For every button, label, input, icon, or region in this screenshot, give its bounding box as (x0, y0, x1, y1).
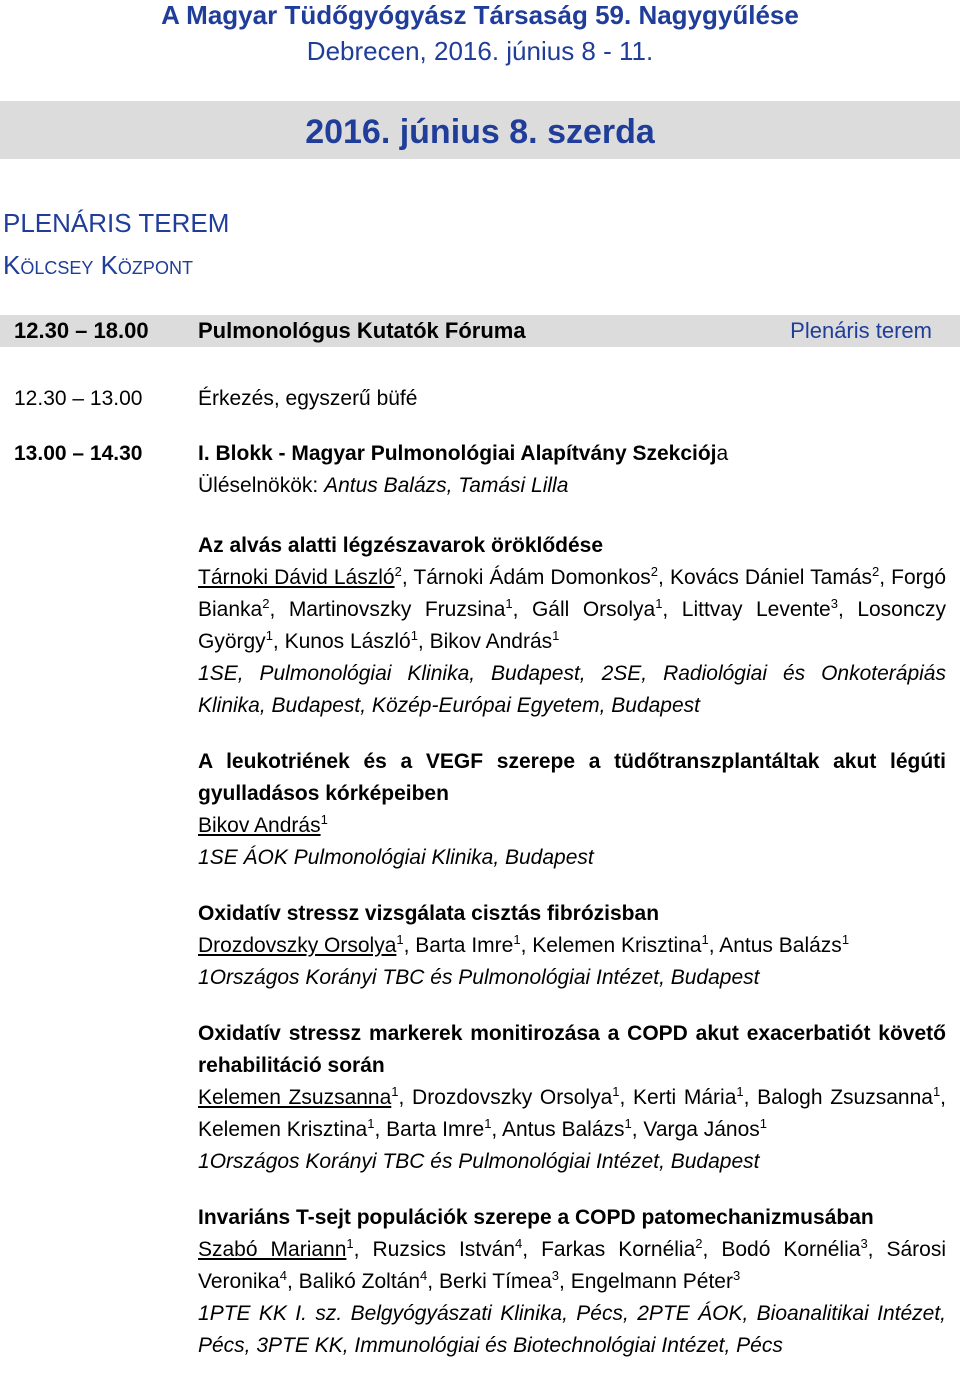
author: Varga János (643, 1118, 760, 1141)
talk-authors (198, 810, 946, 842)
talk (198, 746, 946, 874)
author: Antus Balázs (719, 934, 842, 957)
author: Bodó Kornélia (721, 1238, 861, 1261)
author: Kelemen Krisztina (198, 1118, 368, 1141)
forum-room: Plenáris terem (790, 318, 932, 343)
venue-name: Kölcsey Központ (3, 250, 193, 280)
author-affiliation-index: 1 (701, 932, 709, 947)
block-title (198, 441, 728, 467)
author: Kelemen Krisztina (532, 934, 702, 957)
author: Gáll Orsolya (531, 598, 656, 621)
conference-date: Debrecen, 2016. június 8 - 11. (306, 36, 654, 66)
talk-title: Invariáns T-sejt populációk szerepe a COPD patomechanizmusában (198, 1206, 874, 1229)
talk-affiliations (198, 842, 946, 874)
author-affiliation-index: 3 (732, 1268, 741, 1283)
author-affiliation-index: 1 (484, 1116, 492, 1131)
affiliation-index: 2 (601, 662, 614, 685)
talk-title: A leukotriének és a VEGF szerepe a tüdőtranszplantáltak akut légúti gyulladásos kórképeiben (198, 750, 946, 805)
affiliation-text: PTE KK I. sz. Belgyógyászati Klinika, Pécs, (209, 1302, 638, 1325)
author-affiliation-index: 1 (736, 1084, 744, 1099)
affiliation-text: PTE KK, Immunológiai és Biotechnológiai Intézet, Pécs (268, 1334, 783, 1357)
author-affiliation-index: 1 (841, 932, 850, 947)
author-affiliation-index: 1 (367, 1116, 375, 1131)
talk-list (198, 530, 946, 1386)
conference-title: A Magyar Tüdőgyógyász Társaság 59. Nagygyűlése (161, 0, 799, 30)
talk-authors: Szabó Mariann$^1$, Ruzsics István$^4$, Farkas Kornélia$^2$, Bodó Kornélia$^3$, Sárosi Veronika$^4$, Balikó Zoltán$^4$, Berki Tímea$^3$, Engelmann Péter$^3$ (198, 1236, 947, 1293)
talk (198, 898, 946, 994)
affiliation-text: SE, Pulmonológiai Klinika, Budapest, (209, 662, 602, 685)
author-affiliation-index: 2 (394, 564, 402, 579)
author-affiliation-index: 1 (513, 932, 521, 947)
author-affiliation-index: 1 (265, 628, 273, 643)
affiliation-index: 1 (198, 966, 210, 989)
author-affiliation-index: 1 (552, 628, 560, 643)
affiliation-index: 3 (256, 1334, 269, 1357)
talk-affiliations (198, 658, 946, 722)
author: Sárosi Veronika (198, 1238, 947, 1293)
author-affiliation-index: 4 (420, 1268, 428, 1283)
author-affiliation-index: 1 (624, 1116, 632, 1131)
author-affiliation-index: 2 (262, 596, 270, 611)
talk-authors: Kelemen Zsuzsanna$^1$, Drozdovszky Orsolya$^1$, Kerti Mária$^1$, Balogh Zsuzsanna$^1$, Kelemen Krisztina$^1$, Barta Imre$^1$, Antus Balázs$^1$, Varga János$^1$ (198, 1084, 947, 1141)
author: Bikov András (429, 630, 553, 653)
author-affiliation-index: 1 (759, 1116, 768, 1131)
author: Balikó Zoltán (298, 1270, 421, 1293)
author: Littvay Levente (681, 598, 831, 621)
forum-title: Pulmonológus Kutatók Fóruma (198, 318, 526, 343)
talk-affiliations (198, 1146, 946, 1178)
author-affiliation-index: 4 (515, 1236, 523, 1251)
talk-title: Oxidatív stressz markerek monitirozása a COPD akut exacerbatiót követő rehabilitáció során (198, 1022, 946, 1077)
talk-authors: Drozdovszky Orsolya$^1$, Barta Imre$^1$, Kelemen Krisztina$^1$, Antus Balázs$^1$ (198, 932, 850, 957)
talk-title: Az alvás alatti légzészavarok öröklődése (198, 534, 604, 557)
author: Kerti Mária (633, 1086, 737, 1109)
affiliation-text: Országos Korányi TBC és Pulmonológiai Intézet, Budapest (209, 966, 760, 989)
author: Balogh Zsuzsanna (757, 1086, 933, 1109)
author-affiliation-index: 2 (872, 564, 880, 579)
author: Antus Balázs (501, 1118, 625, 1141)
author-affiliation-index: 1 (932, 1084, 941, 1099)
author-affiliation-index: 1 (505, 596, 513, 611)
talk-affiliations (198, 962, 946, 994)
author: Farkas Kornélia (541, 1238, 696, 1261)
author-affiliation-index: 1 (410, 628, 418, 643)
author-affiliation-index: 1 (612, 1084, 620, 1099)
affiliation-index: 1 (198, 1302, 210, 1325)
author-affiliation-index: 3 (551, 1268, 560, 1283)
author: Engelmann Péter (570, 1270, 733, 1293)
author: Drozdovszky Orsolya (412, 1086, 613, 1109)
author: Kunos László (284, 630, 411, 653)
author: Barta Imre (415, 934, 514, 957)
author-affiliation-index: 1 (396, 932, 404, 947)
talk (198, 530, 946, 722)
author-affiliation-index: 4 (279, 1268, 287, 1283)
presenting-author: Tárnoki Dávid László (198, 566, 395, 589)
chairs-label: Üléselnökök: (198, 474, 325, 497)
day-title: 2016. június 8. szerda (305, 113, 655, 151)
presenting-author: Szabó Mariann (198, 1238, 347, 1261)
forum-time: 12.30 – 18.00 (14, 318, 149, 343)
affiliation-text: SE ÁOK Pulmonológiai Klinika, Budapest (209, 846, 594, 869)
affiliation-index: 1 (198, 846, 210, 869)
presenting-author: Kelemen Zsuzsanna (198, 1086, 392, 1109)
author: Forgó Bianka (198, 566, 947, 621)
presenting-author: Drozdovszky Orsolya (198, 934, 397, 957)
author-affiliation-index: 1 (391, 1084, 399, 1099)
talk (198, 1018, 946, 1178)
affiliation-index: 2 (637, 1302, 649, 1325)
affiliation-text: PTE ÁOK, Bioanalitikai Intézet, Pécs, (198, 1302, 947, 1357)
author: Barta Imre (386, 1118, 485, 1141)
chairs-names: Antus Balázs, Tamási Lilla (324, 474, 569, 497)
affiliation-index: 1 (198, 662, 210, 685)
author-affiliation-index: 2 (650, 564, 659, 579)
affiliation-text: Országos Korányi TBC és Pulmonológiai Intézet, Budapest (209, 1150, 760, 1173)
talk-affiliations (198, 1298, 946, 1362)
session-chairs (198, 473, 568, 499)
author: Martinovszky Fruzsina (288, 598, 506, 621)
affiliation-text: SE, Radiológiai és Onkoterápiás Klinika, Budapest, Közép-Európai Egyetem, Budapest (198, 662, 946, 717)
author-affiliation-index: 1 (655, 596, 663, 611)
talk-authors: Tárnoki Dávid László$^2$, Tárnoki Ádám Domonkos$^2$, Kovács Dániel Tamás$^2$, Forgó Bianka$^2$, Martinovszky Fruzsina$^1$, Gáll Orsolya$^1$, Littvay Levente$^3$, Losonczy György$^1$, Kunos László$^1$, Bikov András$^1$ (198, 564, 947, 653)
talk-title: Oxidatív stressz vizsgálata cisztás fibrózisban (198, 902, 660, 925)
author-affiliation-index: 1 (346, 1236, 354, 1251)
arrival-title: Érkezés, egyszerű büfé (198, 387, 418, 410)
author: Losonczy György (198, 598, 947, 653)
author: Ruzsics István (372, 1238, 515, 1261)
author: Tárnoki Ádám Domonkos (413, 566, 651, 589)
presenting-author: Bikov András (198, 814, 321, 837)
author-affiliation-index: 2 (695, 1236, 703, 1251)
arrival-time: 12.30 – 13.00 (14, 387, 143, 410)
affiliation-index: 1 (198, 1150, 210, 1173)
room-name: PLENÁRIS TEREM (3, 208, 230, 238)
block-title-suffix: a (716, 442, 729, 465)
talk (198, 1202, 946, 1362)
author-affiliation-index: 1 (320, 812, 328, 827)
block-time: 13.00 – 14.30 (14, 442, 143, 465)
block-title-main: I. Blokk - Magyar Pulmonológiai Alapítvány Szekciój (198, 442, 717, 465)
author: Kovács Dániel Tamás (669, 566, 872, 589)
author-affiliation-index: 3 (860, 1236, 868, 1251)
author: Berki Tímea (438, 1270, 552, 1293)
author-affiliation-index: 3 (830, 596, 838, 611)
